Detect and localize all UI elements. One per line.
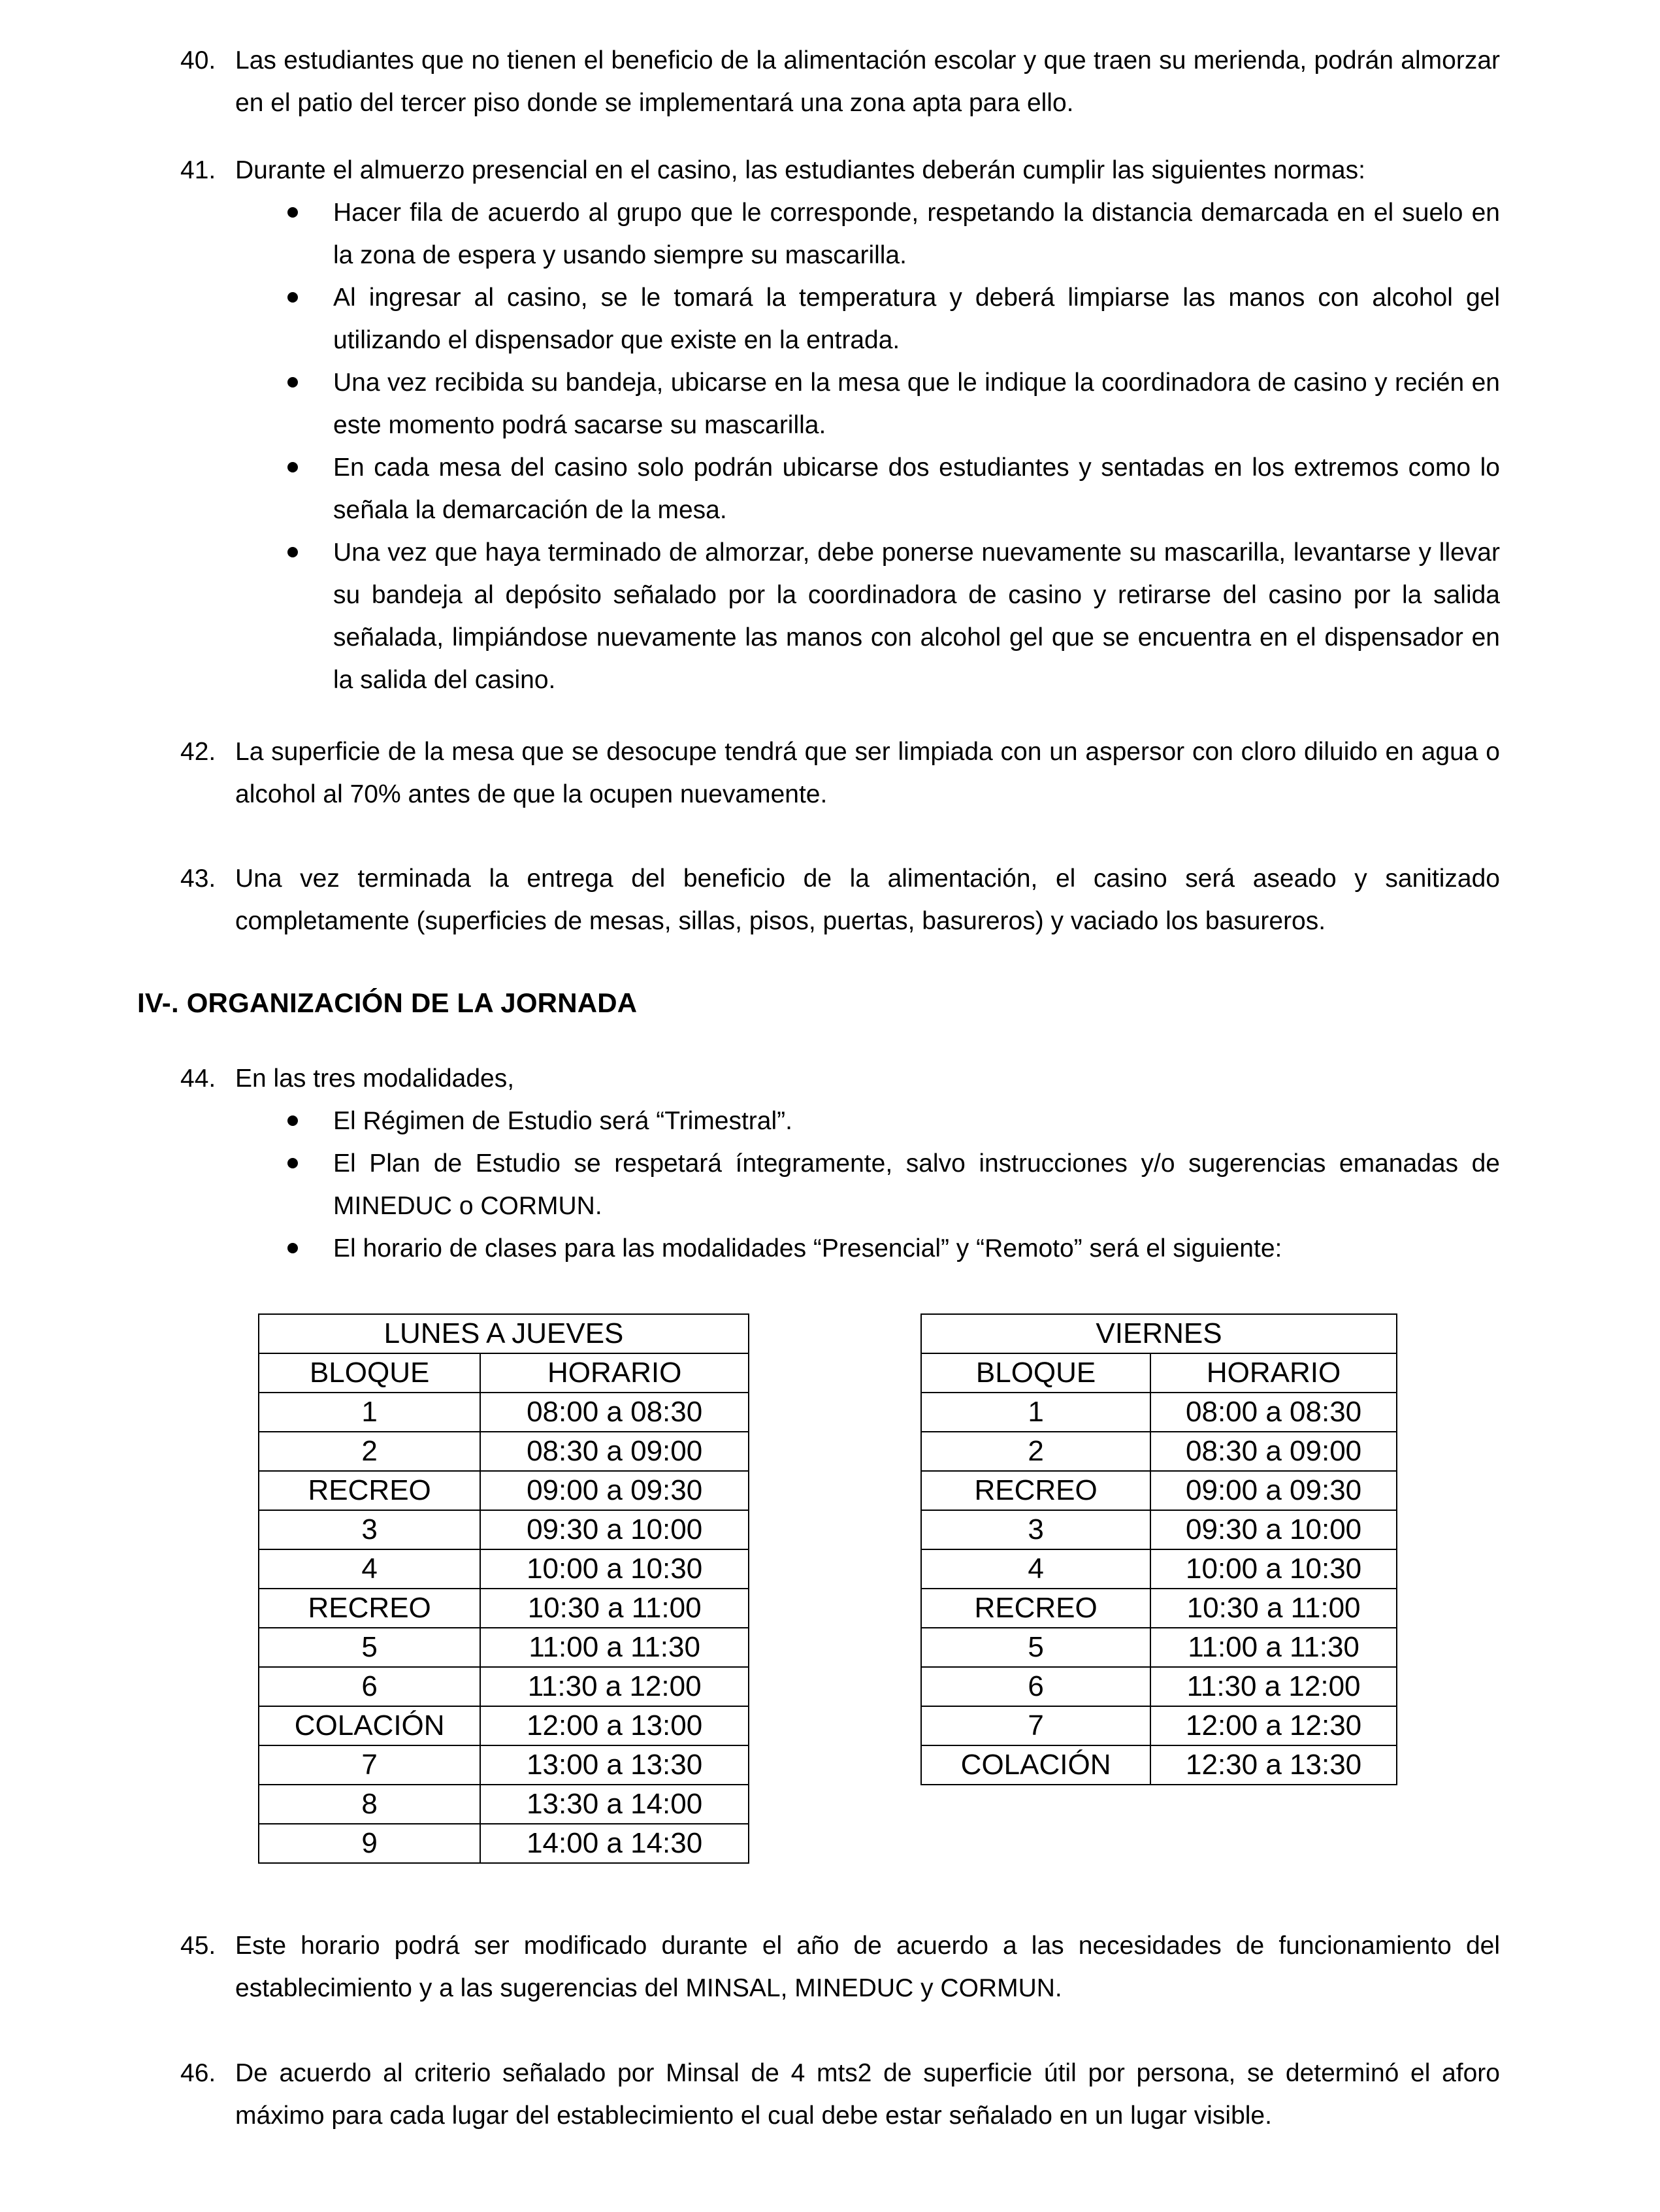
horario-cell: 08:00 a 08:30 — [1150, 1393, 1397, 1432]
column-header-horario: HORARIO — [480, 1353, 749, 1393]
table-row — [259, 1432, 749, 1471]
item-number: 41. — [180, 156, 216, 184]
bloque-cell: 6 — [921, 1667, 1150, 1706]
horario-cell: 09:00 a 09:30 — [1150, 1471, 1397, 1510]
table-row — [259, 1549, 749, 1589]
bloque-cell: 9 — [259, 1824, 480, 1863]
horario-cell: 11:00 a 11:30 — [480, 1628, 749, 1667]
table-title: LUNES A JUEVES — [259, 1314, 749, 1353]
bullet-item — [235, 361, 1500, 446]
bullet-item — [235, 531, 1500, 701]
bullet-list — [235, 191, 1500, 701]
bloque-cell: 8 — [259, 1785, 480, 1824]
table-row — [259, 1628, 749, 1667]
table-header-row — [259, 1353, 749, 1393]
item-number: 46. — [180, 2059, 216, 2087]
schedule-table-mon-thu — [258, 1313, 749, 1864]
bloque-cell: 6 — [259, 1667, 480, 1706]
bullet-text: El horario de clases para las modalidades “Presencial” y “Remoto” será el siguiente: — [333, 1234, 1282, 1263]
bloque-cell: COLACIÓN — [921, 1745, 1150, 1785]
horario-cell: 10:30 a 11:00 — [480, 1589, 749, 1628]
table-row — [259, 1510, 749, 1549]
bloque-cell: 5 — [259, 1628, 480, 1667]
table-row — [259, 1589, 749, 1628]
item-45 — [180, 1924, 1500, 2009]
item-44 — [180, 1057, 1500, 1270]
table-row — [921, 1706, 1397, 1745]
table-row — [921, 1549, 1397, 1589]
horario-cell: 14:00 a 14:30 — [480, 1824, 749, 1863]
item-text: La superficie de la mesa que se desocupe tendrá que ser limpiada con un aspersor con cloro diluido en agua o alcohol al 70% antes de que la ocupen nuevamente. — [235, 738, 1500, 808]
bullet-text: Una vez que haya terminado de almorzar, debe ponerse nuevamente su mascarilla, levantarse y llevar su bandeja al depósito señalado por la coordinadora de casino y retirarse del casino por la salida señalada, limpiándose nuevamente las manos con alcohol gel que se encuentra en el dispensador en la salida del casino. — [333, 538, 1500, 694]
item-text: Las estudiantes que no tienen el beneficio de la alimentación escolar y que traen su merienda, podrán almorzar en el patio del tercer piso donde se implementará una zona apta para ello. — [235, 46, 1500, 117]
item-40 — [180, 39, 1500, 124]
horario-cell: 08:30 a 09:00 — [1150, 1432, 1397, 1471]
item-text: En las tres modalidades, — [235, 1065, 515, 1093]
bloque-cell: 2 — [259, 1432, 480, 1471]
schedule-table-fri — [920, 1313, 1397, 1785]
table-row — [921, 1589, 1397, 1628]
table-row — [259, 1745, 749, 1785]
horario-cell: 10:30 a 11:00 — [1150, 1589, 1397, 1628]
bullet-text: En cada mesa del casino solo podrán ubicarse dos estudiantes y sentadas en los extremos como lo señala la demarcación de la mesa. — [333, 454, 1500, 524]
horario-cell: 08:30 a 09:00 — [480, 1432, 749, 1471]
bullet-list — [235, 1100, 1500, 1270]
item-43 — [180, 857, 1500, 942]
horario-cell: 10:00 a 10:30 — [480, 1549, 749, 1589]
table-title-row — [259, 1314, 749, 1353]
bullet-item — [235, 1227, 1500, 1270]
bloque-cell: RECREO — [259, 1471, 480, 1510]
bullet-item — [235, 1100, 1500, 1142]
horario-cell: 12:00 a 13:00 — [480, 1706, 749, 1745]
table-header-row — [921, 1353, 1397, 1393]
bloque-cell: 5 — [921, 1628, 1150, 1667]
table-row — [259, 1667, 749, 1706]
bloque-cell: RECREO — [921, 1471, 1150, 1510]
item-number: 44. — [180, 1065, 216, 1093]
bullet-item — [235, 191, 1500, 276]
bloque-cell: RECREO — [259, 1589, 480, 1628]
item-number: 42. — [180, 738, 216, 766]
horario-cell: 11:30 a 12:00 — [480, 1667, 749, 1706]
bloque-cell: 7 — [921, 1706, 1150, 1745]
bloque-cell: 4 — [921, 1549, 1150, 1589]
item-text: Una vez terminada la entrega del beneficio de la alimentación, el casino será aseado y sanitizado completamente (superficies de mesas, sillas, pisos, puertas, basureros) y vaciado los basureros. — [235, 865, 1500, 935]
bullet-text: Una vez recibida su bandeja, ubicarse en la mesa que le indique la coordinadora de casino y recién en este momento podrá sacarse su mascarilla. — [333, 369, 1500, 439]
table-row — [921, 1432, 1397, 1471]
horario-cell: 13:30 a 14:00 — [480, 1785, 749, 1824]
section-heading: IV-. ORGANIZACIÓN DE LA JORNADA — [137, 987, 638, 1018]
horario-cell: 09:30 a 10:00 — [1150, 1510, 1397, 1549]
table-row — [921, 1510, 1397, 1549]
item-number: 43. — [180, 865, 216, 893]
item-46 — [180, 2052, 1500, 2137]
bloque-cell: 4 — [259, 1549, 480, 1589]
item-text: Este horario podrá ser modificado durante el año de acuerdo a las necesidades de funcionamiento del establecimiento y a las sugerencias del MINSAL, MINEDUC y CORMUN. — [235, 1932, 1500, 2002]
table-row — [259, 1393, 749, 1432]
horario-cell: 13:00 a 13:30 — [480, 1745, 749, 1785]
bullet-text: Al ingresar al casino, se le tomará la temperatura y deberá limpiarse las manos con alcohol gel utilizando el dispensador que existe en la entrada. — [333, 284, 1500, 354]
horario-cell: 08:00 a 08:30 — [480, 1393, 749, 1432]
horario-cell: 11:30 a 12:00 — [1150, 1667, 1397, 1706]
horario-cell: 10:00 a 10:30 — [1150, 1549, 1397, 1589]
item-number: 40. — [180, 46, 216, 74]
item-text: Durante el almuerzo presencial en el casino, las estudiantes deberán cumplir las siguientes normas: — [235, 156, 1365, 184]
table-row — [921, 1667, 1397, 1706]
item-41 — [180, 149, 1500, 701]
item-text: De acuerdo al criterio señalado por Minsal de 4 mts2 de superficie útil por persona, se determinó el aforo máximo para cada lugar del establecimiento el cual debe estar señalado en un lugar visible. — [235, 2059, 1500, 2130]
table-row — [259, 1785, 749, 1824]
item-number: 45. — [180, 1932, 216, 1960]
horario-cell: 11:00 a 11:30 — [1150, 1628, 1397, 1667]
horario-cell: 09:30 a 10:00 — [480, 1510, 749, 1549]
table-row — [259, 1471, 749, 1510]
bullet-item — [235, 276, 1500, 361]
bloque-cell: 1 — [921, 1393, 1150, 1432]
bloque-cell: 3 — [921, 1510, 1150, 1549]
bloque-cell: 7 — [259, 1745, 480, 1785]
table-title-row — [921, 1314, 1397, 1353]
horario-cell: 12:30 a 13:30 — [1150, 1745, 1397, 1785]
bullet-text: Hacer fila de acuerdo al grupo que le corresponde, respetando la distancia demarcada en el suelo en la zona de espera y usando siempre su mascarilla. — [333, 199, 1500, 269]
table-row — [921, 1628, 1397, 1667]
bullet-text: El Plan de Estudio se respetará íntegramente, salvo instrucciones y/o sugerencias emanadas de MINEDUC o CORMUN. — [333, 1149, 1500, 1220]
bloque-cell: 1 — [259, 1393, 480, 1432]
column-header-horario: HORARIO — [1150, 1353, 1397, 1393]
horario-cell: 12:00 a 12:30 — [1150, 1706, 1397, 1745]
item-42 — [180, 731, 1500, 816]
table-row — [921, 1393, 1397, 1432]
bullet-item — [235, 446, 1500, 531]
table-row — [921, 1471, 1397, 1510]
bullet-text: El Régimen de Estudio será “Trimestral”. — [333, 1107, 792, 1135]
table-row — [259, 1824, 749, 1863]
bullet-item — [235, 1142, 1500, 1227]
bloque-cell: RECREO — [921, 1589, 1150, 1628]
bloque-cell: 2 — [921, 1432, 1150, 1471]
horario-cell: 09:00 a 09:30 — [480, 1471, 749, 1510]
table-row — [921, 1745, 1397, 1785]
column-header-bloque: BLOQUE — [259, 1353, 480, 1393]
bloque-cell: COLACIÓN — [259, 1706, 480, 1745]
table-row — [259, 1706, 749, 1745]
bloque-cell: 3 — [259, 1510, 480, 1549]
table-title: VIERNES — [921, 1314, 1397, 1353]
column-header-bloque: BLOQUE — [921, 1353, 1150, 1393]
